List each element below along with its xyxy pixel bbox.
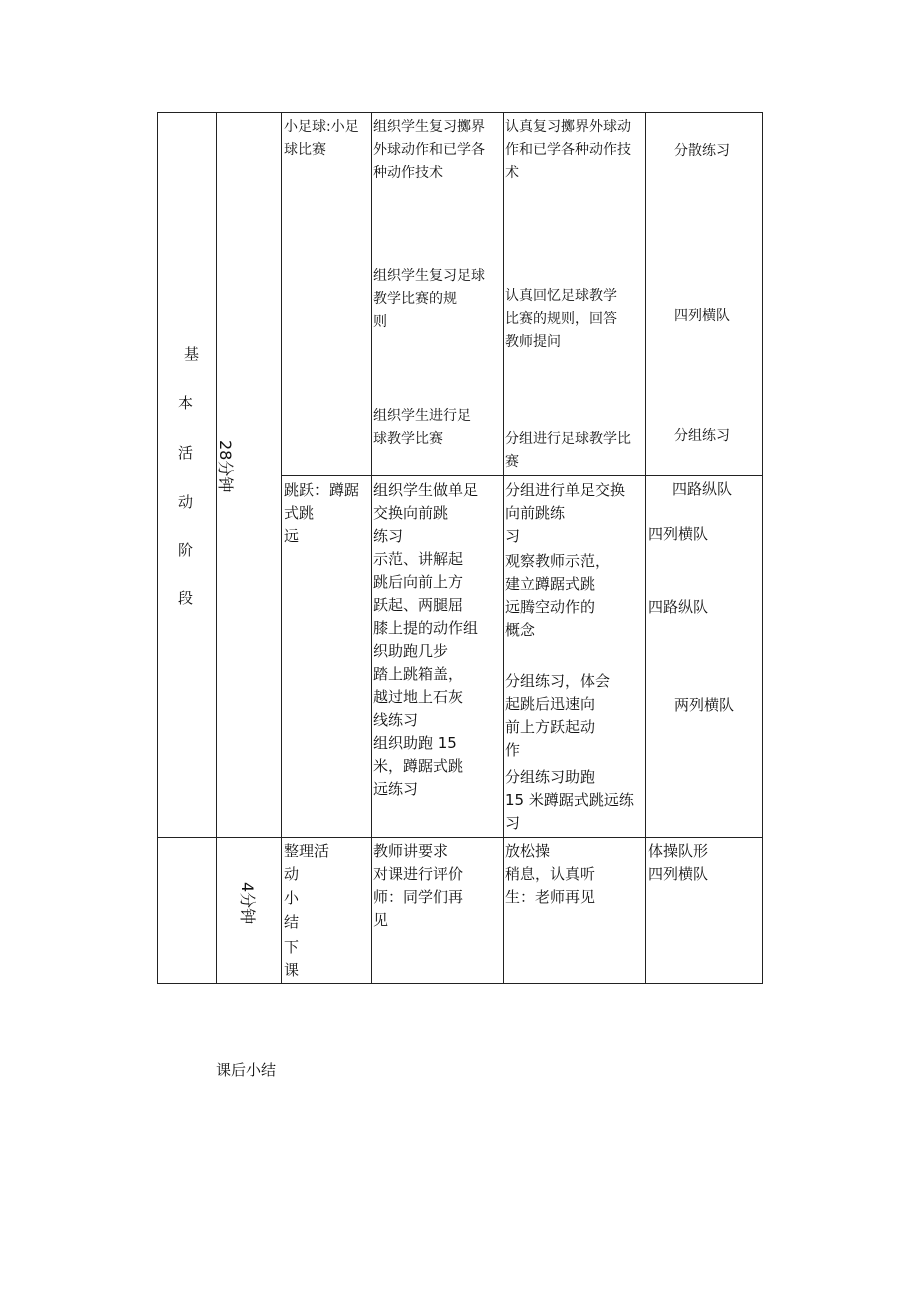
jump-org-3: 四路纵队 — [648, 598, 709, 616]
soccer-content: 小足球:小足 球比赛 — [284, 119, 359, 158]
row-divider-2 — [157, 837, 763, 838]
jump-student-1: 分组进行单足交换 向前跳练 习 — [505, 481, 626, 545]
soccer-student-2: 认真回忆足球教学 比赛的规则，回答 教师提问 — [505, 288, 617, 350]
cooldown-content-line: 下 — [284, 938, 300, 956]
cooldown-content-line: 动 — [284, 865, 300, 883]
table-top-border — [157, 112, 763, 113]
stage-char: 段 — [178, 589, 194, 607]
cooldown-content-line: 结 — [284, 913, 300, 931]
jump-student-3: 分组练习，体会 起跳后迅速向 前上方跃起动 作 — [505, 672, 611, 759]
cooldown-content-line: 整理活 — [284, 842, 330, 860]
table-left-border — [157, 112, 158, 984]
time-main: 28分钟 — [216, 440, 235, 493]
cooldown-student: 放松操 稍息，认真听 生：老师再见 — [505, 842, 596, 906]
summary-label: 课后小结 — [216, 1061, 277, 1079]
jump-student-4: 分组练习助跑 15 米蹲踞式跳远练 习 — [505, 768, 634, 832]
table-bottom-border — [157, 983, 763, 984]
table-right-border — [762, 112, 763, 984]
soccer-teacher-1: 组织学生复习擲界 外球动作和已学各 种动作技术 — [373, 119, 485, 181]
col-divider-2 — [281, 112, 282, 984]
jump-teacher: 组织学生做单足 交换向前跳 练习 示范、讲解起 跳后向前上方 跃起、两腿屈 膝上提的动作组 织助跑几步 踏上跳箱盖， 越过地上石灰 线练习 组织助跑 15 米，蹲踞式跳 远练习 — [373, 481, 479, 798]
cooldown-content-line: 课 — [284, 961, 300, 979]
col-divider-1 — [216, 112, 217, 984]
stage-char: 本 — [178, 394, 194, 412]
soccer-org-3: 分组练习 — [674, 428, 730, 444]
col-divider-3 — [371, 112, 372, 984]
cooldown-org: 体操队形 四列横队 — [648, 842, 709, 883]
col-divider-5 — [645, 112, 646, 984]
soccer-student-3: 分组进行足球教学比 赛 — [505, 431, 631, 470]
time-end: 4分钟 — [238, 882, 257, 925]
cooldown-content-line: 小 — [284, 889, 300, 907]
soccer-teacher-2: 组织学生复习足球 教学比赛的规 则 — [373, 268, 485, 330]
stage-char: 基 — [184, 345, 200, 363]
jump-org-4: 两列横队 — [674, 696, 735, 714]
stage-char: 阶 — [178, 541, 194, 559]
cooldown-teacher: 教师讲要求 对课进行评价 师：同学们再 见 — [373, 842, 464, 929]
jump-org-1: 四路纵队 — [672, 480, 733, 498]
soccer-student-1: 认真复习擲界外球动 作和已学各种动作技 术 — [505, 119, 631, 181]
soccer-org-1: 分散练习 — [674, 143, 730, 159]
col-divider-4 — [503, 112, 504, 984]
row-divider-1 — [281, 475, 763, 476]
jump-content: 跳跃：蹲踞 式跳 远 — [284, 481, 360, 545]
soccer-teacher-3: 组织学生进行足 球教学比赛 — [373, 408, 471, 447]
soccer-org-2: 四列横队 — [674, 308, 730, 324]
jump-org-2: 四列横队 — [648, 525, 709, 543]
jump-student-2: 观察教师示范， 建立蹲踞式跳 远腾空动作的 概念 — [505, 552, 611, 639]
stage-char: 动 — [178, 493, 194, 511]
stage-char: 活 — [178, 444, 194, 462]
